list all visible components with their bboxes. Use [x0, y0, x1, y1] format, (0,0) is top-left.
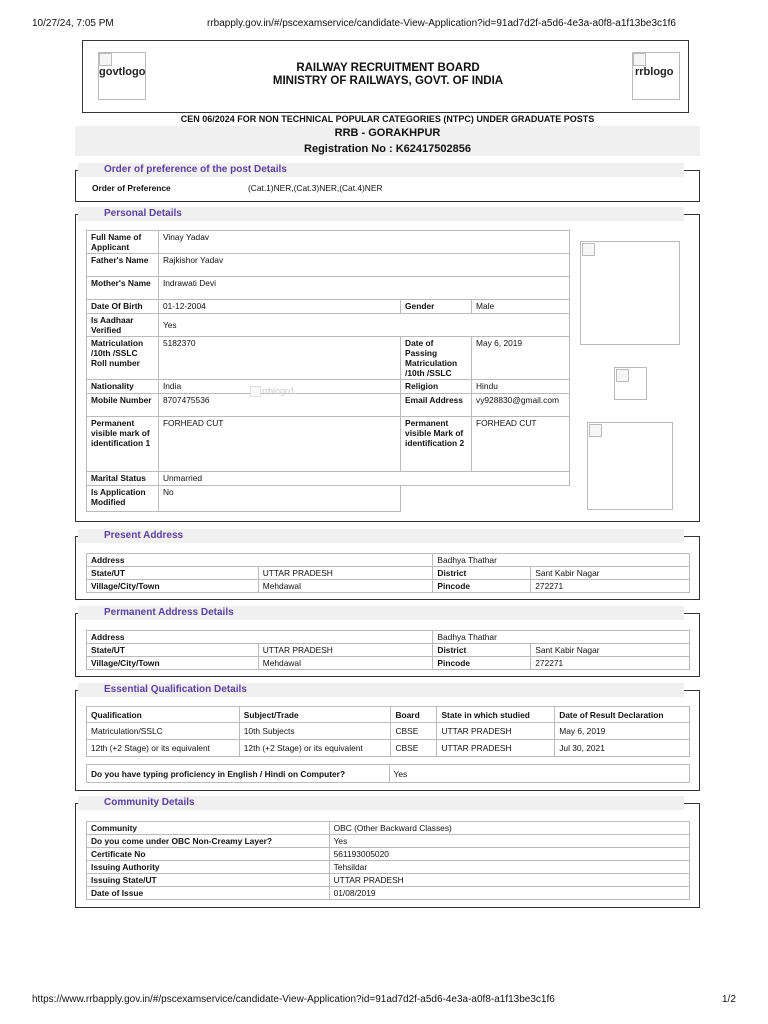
aadhaar-label: Is Aadhaar Verified	[87, 314, 159, 337]
broken-image-icon	[582, 243, 595, 256]
table-row: Certificate No 561193005020	[87, 848, 690, 861]
mother-name-value: Indrawati Devi	[158, 277, 569, 300]
mark1-label: Permanent visible mark of identification 1	[87, 417, 159, 472]
gender-label: Gender	[401, 300, 472, 314]
passing-label: Date of Passing Matriculation /10th /SSLC	[401, 337, 472, 380]
gender-value: Male	[472, 300, 570, 314]
permanent-district-label: District	[433, 644, 531, 657]
qual-header: Qualification	[87, 707, 240, 723]
permanent-address-value: Badhya Thathar	[433, 631, 690, 644]
dob-label: Date Of Birth	[87, 300, 159, 314]
community-table	[86, 821, 690, 900]
preference-value: (Cat.1)NER,(Cat.3)NER,(Cat.4)NER	[248, 183, 383, 193]
matric-value: 5182370	[158, 337, 400, 380]
full-name-label: Full Name of Applicant	[87, 231, 159, 254]
modified-value: No	[158, 486, 400, 512]
table-row: Do you come under OBC Non-Creamy Layer? Yes	[87, 835, 690, 848]
qual-header: Date of Result Declaration	[555, 707, 690, 723]
typing-table	[86, 764, 690, 783]
photo-placeholder	[580, 241, 680, 345]
cen-title: CEN 06/2024 FOR NON TECHNICAL POPULAR CATEGORIES (NTPC) UNDER GRADUATE POSTS	[180, 114, 595, 124]
passing-value: May 6, 2019	[472, 337, 570, 380]
section-title-community: Community Details	[78, 796, 684, 810]
permanent-pincode-label: Pincode	[433, 657, 531, 670]
permanent-state-value: UTTAR PRADESH	[258, 644, 433, 657]
permanent-pincode-value: 272271	[531, 657, 690, 670]
nationality-value: India	[158, 380, 400, 394]
signature-placeholder	[587, 422, 673, 510]
present-address-value: Badhya Thathar	[433, 554, 690, 567]
present-pincode-label: Pincode	[433, 580, 531, 593]
personal-details-table	[86, 230, 570, 512]
govt-logo: govtlogo	[98, 52, 146, 100]
table-row: Community OBC (Other Backward Classes)	[87, 822, 690, 835]
mobile-value: 8707475536	[158, 394, 400, 417]
typing-value: Yes	[389, 765, 689, 783]
religion-label: Religion	[401, 380, 472, 394]
table-row: Date of Issue 01/08/2019	[87, 887, 690, 900]
table-row: Matriculation/SSLC 10th Subjects CBSE UTTAR PRADESH May 6, 2019	[87, 723, 690, 740]
registration-no: Registration No : K62417502856	[304, 143, 471, 155]
matric-label: Matriculation /10th /SSLC Roll number	[87, 337, 159, 380]
modified-label: Is Application Modified	[87, 486, 159, 512]
broken-image-icon	[250, 386, 261, 397]
thumb-placeholder	[614, 367, 647, 400]
table-row: Issuing Authority Tehsildar	[87, 861, 690, 874]
print-datetime: 10/27/24, 7:05 PM	[32, 18, 114, 29]
present-state-value: UTTAR PRADESH	[258, 567, 433, 580]
present-district-value: Sant Kabir Nagar	[531, 567, 690, 580]
present-pincode-value: 272271	[531, 580, 690, 593]
mark1-value: FORHEAD CUT	[158, 417, 400, 472]
rrb-name: RRB - GORAKHPUR	[334, 127, 441, 139]
email-value: vy928830@gmail.com	[472, 394, 570, 417]
qualification-table	[86, 706, 690, 757]
present-address-label: Address	[87, 554, 433, 567]
qual-header: Subject/Trade	[239, 707, 391, 723]
permanent-district-value: Sant Kabir Nagar	[531, 644, 690, 657]
present-district-label: District	[433, 567, 531, 580]
permanent-address-label: Address	[87, 631, 433, 644]
nationality-label: Nationality	[87, 380, 159, 394]
email-label: Email Address	[401, 394, 472, 417]
rrb-logo: rrblogo	[632, 52, 680, 100]
broken-image-icon	[616, 369, 629, 382]
broken-image-icon	[633, 53, 646, 66]
religion-value: Hindu	[472, 380, 570, 394]
present-village-label: Village/City/Town	[87, 580, 259, 593]
permanent-state-label: State/UT	[87, 644, 259, 657]
mark2-value: FORHEAD CUT	[472, 417, 570, 472]
watermark-image: rrblogo1	[262, 386, 295, 396]
qual-header: Board	[391, 707, 437, 723]
permanent-village-value: Mehdawal	[258, 657, 433, 670]
table-row: Issuing State/UT UTTAR PRADESH	[87, 874, 690, 887]
dob-value: 01-12-2004	[158, 300, 400, 314]
present-village-value: Mehdawal	[258, 580, 433, 593]
father-name-value: Rajkishor Yadav	[158, 254, 569, 277]
section-title-permanent-address: Permanent Address Details	[78, 606, 684, 620]
father-name-label: Father's Name	[87, 254, 159, 277]
mother-name-label: Mother's Name	[87, 277, 159, 300]
mobile-label: Mobile Number	[87, 394, 159, 417]
present-address-table	[86, 553, 690, 593]
aadhaar-value: Yes	[158, 314, 569, 337]
mark2-label: Permanent visible Mark of identification 2	[401, 417, 472, 472]
marital-value: Unmarried	[158, 472, 569, 486]
section-title-personal: Personal Details	[78, 207, 684, 221]
section-title-qualification: Essential Qualification Details	[78, 683, 684, 697]
present-state-label: State/UT	[87, 567, 259, 580]
preference-label: Order of Preference	[92, 183, 171, 193]
qual-header: State in which studied	[437, 707, 555, 723]
print-url-top: rrbapply.gov.in/#/pscexamservice/candidate-View-Application?id=91ad7d2f-a5d6-4e3a-a0f8-a1f13be3c1f6	[207, 18, 676, 29]
print-url-bottom[interactable]: https://www.rrbapply.gov.in/#/pscexamservice/candidate-View-Application?id=91ad7d2f-a5d6-4e3a-a0f8-a1f13be3c1f6	[32, 994, 555, 1005]
marital-label: Marital Status	[87, 472, 159, 486]
permanent-address-table	[86, 630, 690, 670]
board-title: RAILWAY RECRUITMENT BOARD MINISTRY OF RAILWAYS, GOVT. OF INDIA	[272, 62, 504, 87]
broken-image-icon	[589, 424, 602, 437]
section-title-preference: Order of preference of the post Details	[78, 163, 684, 177]
permanent-village-label: Village/City/Town	[87, 657, 259, 670]
page-number: 1/2	[722, 994, 736, 1005]
section-title-present-address: Present Address	[78, 529, 684, 543]
full-name-value: Vinay Yadav	[158, 231, 569, 254]
broken-image-icon	[99, 53, 112, 66]
table-row: 12th (+2 Stage) or its equivalent 12th (+2 Stage) or its equivalent CBSE UTTAR PRADESH Jul 30, 2021	[87, 740, 690, 757]
typing-label: Do you have typing proficiency in English / Hindi on Computer?	[87, 765, 390, 783]
